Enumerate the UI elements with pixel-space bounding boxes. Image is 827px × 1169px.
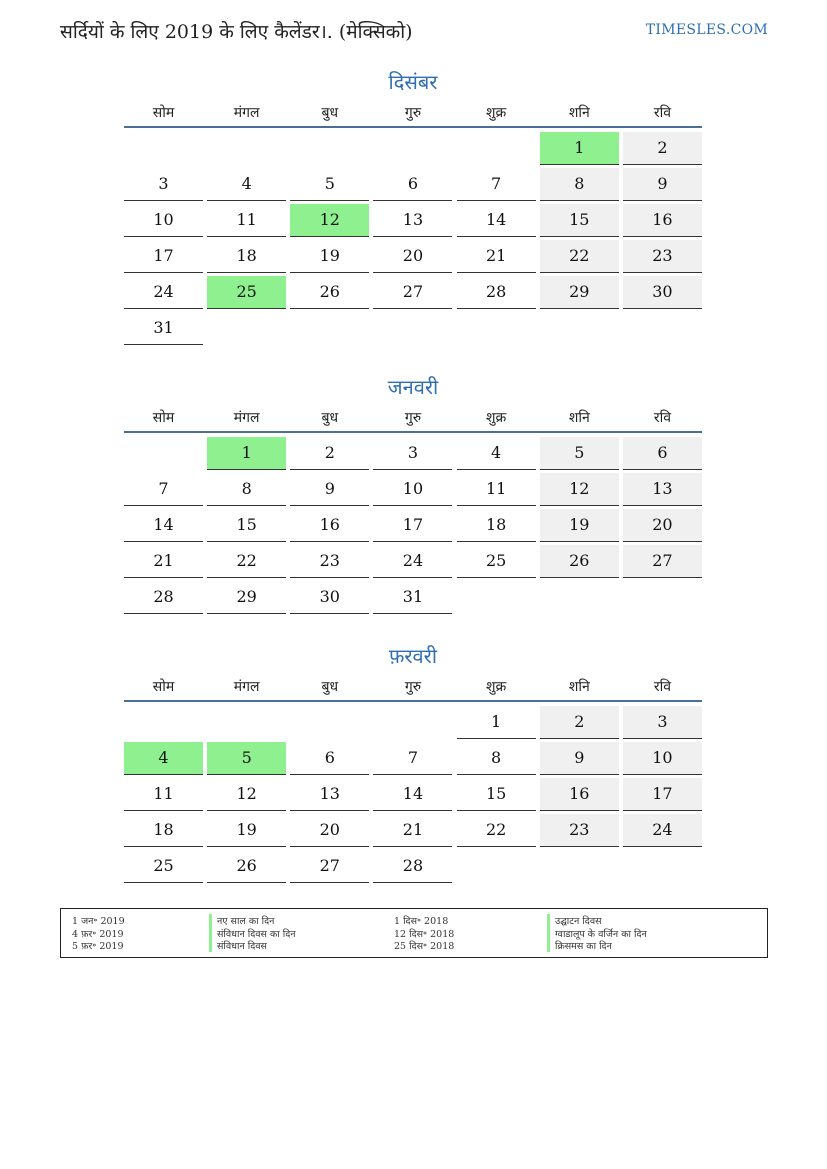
- day-cell[interactable]: 3: [373, 437, 452, 470]
- day-cell[interactable]: 23: [540, 814, 619, 847]
- day-cell[interactable]: 8: [540, 168, 619, 201]
- day-cell[interactable]: 13: [373, 204, 452, 237]
- week-row: [124, 545, 702, 581]
- empty-cell: [623, 581, 702, 613]
- day-cell[interactable]: 27: [290, 850, 369, 883]
- weekday-label: बुध: [321, 409, 339, 426]
- weekday-header: [124, 98, 702, 128]
- day-cell[interactable]: 18: [457, 509, 536, 542]
- day-cell[interactable]: 21: [457, 240, 536, 273]
- holiday-day-cell[interactable]: 12: [290, 204, 369, 237]
- weekday-label: शुक्र: [485, 409, 507, 426]
- day-cell[interactable]: 14: [457, 204, 536, 237]
- weekday-label: गुरु: [404, 104, 422, 121]
- empty-cell: [290, 132, 369, 164]
- day-cell[interactable]: 11: [207, 204, 286, 237]
- day-cell[interactable]: 28: [373, 850, 452, 883]
- holiday-day-cell[interactable]: 25: [207, 276, 286, 309]
- month-name: फ़रवरी: [388, 644, 438, 668]
- day-cell[interactable]: 26: [207, 850, 286, 883]
- day-cell[interactable]: 17: [623, 778, 702, 811]
- day-cell[interactable]: 28: [457, 276, 536, 309]
- weekday-label: मंगल: [233, 678, 260, 695]
- weekday-label: मंगल: [233, 104, 260, 121]
- day-cell[interactable]: 13: [623, 473, 702, 506]
- empty-cell: [290, 312, 369, 344]
- day-cell[interactable]: 17: [373, 509, 452, 542]
- month-name: जनवरी: [387, 375, 439, 399]
- day-cell[interactable]: 2: [540, 706, 619, 739]
- day-cell[interactable]: 6: [373, 168, 452, 201]
- empty-cell: [540, 312, 619, 344]
- legend-date: 4 फ़र॰ 2019: [72, 928, 124, 940]
- day-cell[interactable]: 3: [124, 168, 203, 201]
- day-cell[interactable]: 7: [124, 473, 203, 506]
- day-cell[interactable]: 19: [290, 240, 369, 273]
- page-title: सर्दियों के लिए 2019 के लिए कैलेंडर।. (मेक्सिको): [60, 21, 413, 43]
- week-row: [124, 204, 702, 240]
- month-name: दिसंबर: [388, 70, 438, 94]
- day-cell[interactable]: 25: [124, 850, 203, 883]
- day-cell[interactable]: 31: [124, 312, 203, 345]
- week-row: [124, 814, 702, 850]
- week-row: [124, 742, 702, 778]
- day-cell[interactable]: 19: [540, 509, 619, 542]
- weekday-label: सोम: [152, 678, 175, 695]
- day-cell[interactable]: 17: [124, 240, 203, 273]
- day-cell[interactable]: 26: [540, 545, 619, 578]
- weekday-label: शुक्र: [485, 678, 507, 695]
- day-cell[interactable]: 30: [623, 276, 702, 309]
- empty-cell: [207, 706, 286, 738]
- day-cell[interactable]: 21: [124, 545, 203, 578]
- day-cell[interactable]: 13: [290, 778, 369, 811]
- day-cell[interactable]: 6: [623, 437, 702, 470]
- day-cell[interactable]: 11: [124, 778, 203, 811]
- empty-cell: [207, 312, 286, 344]
- weekday-label: शनि: [568, 104, 590, 121]
- week-row: [124, 312, 702, 348]
- day-cell[interactable]: 29: [207, 581, 286, 614]
- legend-holiday-name: क्रिसमस का दिन: [547, 939, 705, 952]
- day-cell[interactable]: 22: [540, 240, 619, 273]
- week-row: [124, 509, 702, 545]
- day-cell[interactable]: 9: [540, 742, 619, 775]
- day-cell[interactable]: 10: [373, 473, 452, 506]
- week-row: [124, 778, 702, 814]
- weekday-label: शनि: [568, 678, 590, 695]
- week-row: [124, 132, 702, 168]
- weekday-label: रवि: [653, 678, 671, 695]
- day-cell[interactable]: 20: [290, 814, 369, 847]
- weekday-label: गुरु: [404, 678, 422, 695]
- day-cell[interactable]: 18: [124, 814, 203, 847]
- day-cell[interactable]: 14: [373, 778, 452, 811]
- legend-holiday-name: ग्वाडालूप के वर्जिन का दिन: [547, 927, 705, 940]
- legend-date: 1 जन॰ 2019: [72, 916, 125, 927]
- day-cell[interactable]: 23: [623, 240, 702, 273]
- weekday-label: मंगल: [233, 409, 260, 426]
- weekday-label: रवि: [653, 104, 671, 121]
- day-cell[interactable]: 4: [457, 437, 536, 470]
- day-cell[interactable]: 9: [290, 473, 369, 506]
- month-block: [124, 371, 702, 617]
- day-cell[interactable]: 22: [457, 814, 536, 847]
- legend-date: 25 दिस॰ 2018: [394, 941, 455, 952]
- day-cell[interactable]: 22: [207, 545, 286, 578]
- day-cell[interactable]: 10: [623, 742, 702, 775]
- weekday-label: बुध: [321, 678, 339, 695]
- empty-cell: [457, 850, 536, 882]
- day-cell[interactable]: 12: [540, 473, 619, 506]
- week-row: [124, 581, 702, 617]
- day-cell[interactable]: 2: [290, 437, 369, 470]
- day-cell[interactable]: 21: [373, 814, 452, 847]
- week-row: [124, 276, 702, 312]
- day-cell[interactable]: 12: [207, 778, 286, 811]
- empty-cell: [540, 850, 619, 882]
- day-cell[interactable]: 18: [207, 240, 286, 273]
- day-cell[interactable]: 11: [457, 473, 536, 506]
- empty-cell: [623, 312, 702, 344]
- holiday-legend: [60, 908, 768, 958]
- weekday-header: [124, 403, 702, 433]
- empty-cell: [457, 581, 536, 613]
- week-row: [124, 473, 702, 509]
- day-cell[interactable]: 3: [623, 706, 702, 739]
- day-cell[interactable]: 9: [623, 168, 702, 201]
- day-grid: [124, 132, 702, 348]
- empty-cell: [373, 132, 452, 164]
- day-cell[interactable]: 4: [207, 168, 286, 201]
- legend-row: [61, 914, 767, 926]
- day-cell[interactable]: 31: [373, 581, 452, 614]
- day-cell[interactable]: 20: [623, 509, 702, 542]
- day-cell[interactable]: 28: [124, 581, 203, 614]
- legend-date: 1 दिस॰ 2018: [394, 916, 449, 927]
- day-cell[interactable]: 8: [207, 473, 286, 506]
- weekday-label: सोम: [152, 104, 175, 121]
- month-block: [124, 66, 702, 348]
- day-cell[interactable]: 26: [290, 276, 369, 309]
- week-row: [124, 706, 702, 742]
- legend-date: 12 दिस॰ 2018: [394, 928, 455, 940]
- day-cell[interactable]: 24: [124, 276, 203, 309]
- day-cell[interactable]: 8: [457, 742, 536, 775]
- day-cell[interactable]: 1: [457, 706, 536, 739]
- legend-row: [61, 927, 767, 939]
- weekday-header: [124, 672, 702, 702]
- day-cell[interactable]: 14: [124, 509, 203, 542]
- day-cell[interactable]: 19: [207, 814, 286, 847]
- empty-cell: [373, 312, 452, 344]
- day-cell[interactable]: 25: [457, 545, 536, 578]
- day-cell[interactable]: 16: [623, 204, 702, 237]
- empty-cell: [124, 706, 203, 738]
- legend-date: 5 फ़र॰ 2019: [72, 941, 124, 952]
- day-cell[interactable]: 6: [290, 742, 369, 775]
- weekday-label: सोम: [152, 409, 175, 426]
- week-row: [124, 168, 702, 204]
- weekday-label: शनि: [568, 409, 590, 426]
- brand-link[interactable]: TIMESLES.COM: [645, 22, 768, 38]
- week-row: [124, 437, 702, 473]
- day-cell[interactable]: 5: [290, 168, 369, 201]
- empty-cell: [124, 132, 203, 164]
- empty-cell: [207, 132, 286, 164]
- holiday-day-cell[interactable]: 5: [207, 742, 286, 775]
- empty-cell: [623, 850, 702, 882]
- day-cell[interactable]: 27: [623, 545, 702, 578]
- week-row: [124, 850, 702, 886]
- day-cell[interactable]: 2: [623, 132, 702, 165]
- day-cell[interactable]: 5: [540, 437, 619, 470]
- empty-cell: [124, 437, 203, 469]
- day-grid: [124, 706, 702, 886]
- legend-holiday-name: नए साल का दिन: [209, 914, 367, 927]
- week-row: [124, 240, 702, 276]
- holiday-day-cell[interactable]: 1: [540, 132, 619, 165]
- weekday-label: गुरु: [404, 409, 422, 426]
- day-cell[interactable]: 15: [540, 204, 619, 237]
- day-cell[interactable]: 27: [373, 276, 452, 309]
- day-cell[interactable]: 15: [207, 509, 286, 542]
- empty-cell: [457, 312, 536, 344]
- day-cell[interactable]: 7: [457, 168, 536, 201]
- day-cell[interactable]: 30: [290, 581, 369, 614]
- day-cell[interactable]: 20: [373, 240, 452, 273]
- day-cell[interactable]: 23: [290, 545, 369, 578]
- legend-holiday-name: संविधान दिवस का दिन: [209, 927, 367, 940]
- empty-cell: [373, 706, 452, 738]
- empty-cell: [540, 581, 619, 613]
- holiday-day-cell[interactable]: 1: [207, 437, 286, 470]
- legend-row: [61, 939, 767, 951]
- empty-cell: [457, 132, 536, 164]
- legend-holiday-name: संविधान दिवस: [209, 939, 367, 952]
- month-block: [124, 640, 702, 886]
- weekday-label: बुध: [321, 104, 339, 121]
- day-cell[interactable]: 29: [540, 276, 619, 309]
- weekday-label: रवि: [653, 409, 671, 426]
- holiday-day-cell[interactable]: 4: [124, 742, 203, 775]
- day-cell[interactable]: 7: [373, 742, 452, 775]
- day-cell[interactable]: 16: [290, 509, 369, 542]
- day-cell[interactable]: 24: [373, 545, 452, 578]
- day-cell[interactable]: 16: [540, 778, 619, 811]
- weekday-label: शुक्र: [485, 104, 507, 121]
- day-grid: [124, 437, 702, 617]
- day-cell[interactable]: 24: [623, 814, 702, 847]
- day-cell[interactable]: 10: [124, 204, 203, 237]
- legend-holiday-name: उद्घाटन दिवस: [547, 914, 705, 927]
- day-cell[interactable]: 15: [457, 778, 536, 811]
- empty-cell: [290, 706, 369, 738]
